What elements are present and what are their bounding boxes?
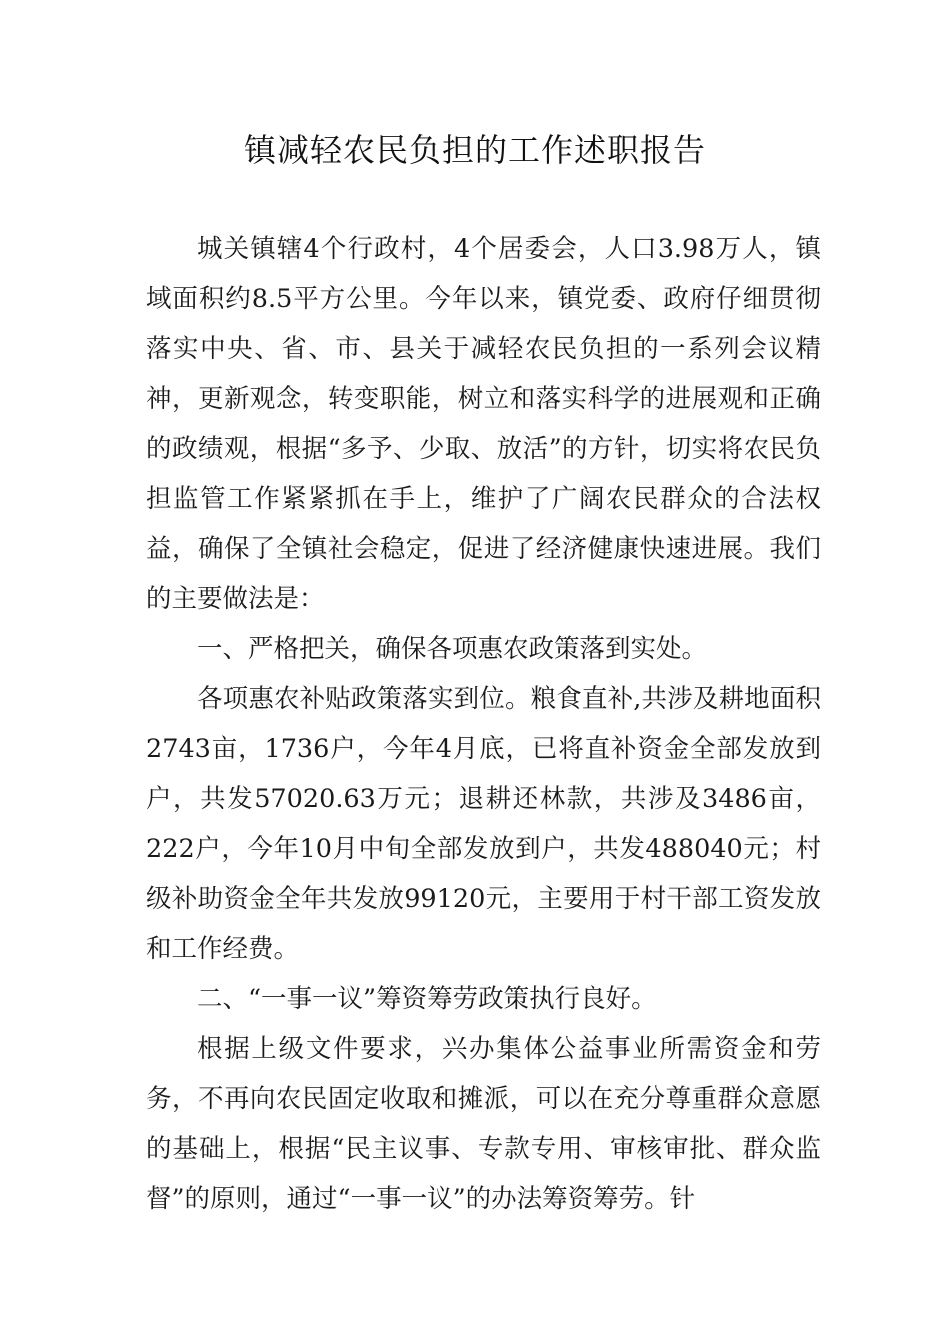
section-heading-1: 一、严格把关，确保各项惠农政策落到实处。: [197, 634, 708, 664]
document-body: [146, 224, 821, 1224]
paragraph-subsidies: 各项惠农补贴政策落实到位。粮食直补,共涉及耕地面积2743亩，1736户，今年4月底，已将直补资金全部发放到户，共发57020.63万元；退耕还林款，共涉及3486亩，222户，今年10月中旬全部发放到户，共发488040元；村级补助资金全年共发放99120元，主要用于村干部工资发放和工作经费。: [146, 684, 821, 964]
document-title: 镇减轻农民负担的工作述职报告: [243, 131, 706, 169]
section-heading-2: 二、“一事一议”筹资筹劳政策执行良好。: [197, 984, 657, 1014]
paragraph-intro: 城关镇辖4个行政村，4个居委会，人口3.98万人，镇域面积约8.5平方公里。今年以来，镇党委、政府仔细贯彻落实中央、省、市、县关于减轻农民负担的一系列会议精神，更新观念，转变职能，树立和落实科学的进展观和正确的政绩观，根据“多予、少取、放活”的方针，切实将农民负担监管工作紧紧抓在手上，维护了广阔农民群众的合法权益，确保了全镇社会稳定，促进了经济健康快速进展。我们的主要做法是：: [146, 234, 821, 614]
paragraph-one-matter-one-discussion: 根据上级文件要求，兴办集体公益事业所需资金和劳务，不再向农民固定收取和摊派，可以在充分尊重群众意愿的基础上，根据“民主议事、专款专用、审核审批、群众监督”的原则，通过“一事一议”的办法筹资筹劳。针: [146, 1034, 821, 1214]
